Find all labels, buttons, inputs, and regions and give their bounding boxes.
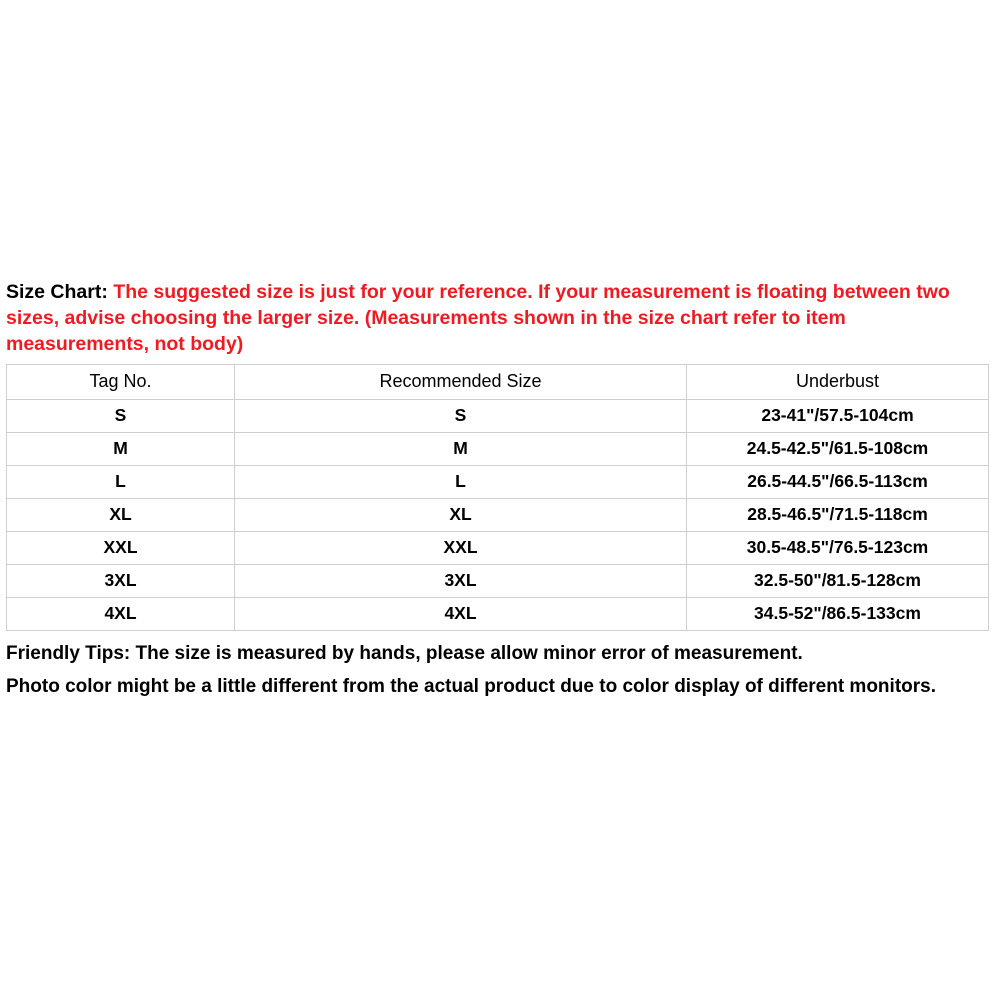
cell-underbust: 34.5-52"/86.5-133cm (687, 597, 989, 630)
cell-recommended-size: 4XL (235, 597, 687, 630)
cell-underbust: 26.5-44.5"/66.5-113cm (687, 465, 989, 498)
intro-paragraph (6, 280, 988, 358)
cell-underbust: 32.5-50"/81.5-128cm (687, 564, 989, 597)
table-row (7, 399, 989, 432)
cell-recommended-size: M (235, 432, 687, 465)
cell-tag-no: S (7, 399, 235, 432)
tips-line-2: Photo color might be a little different from the actual product due to color display of different monitors. (6, 676, 936, 698)
column-header-recommended-size: Recommended Size (235, 364, 687, 399)
cell-underbust: 24.5-42.5"/61.5-108cm (687, 432, 989, 465)
cell-underbust: 30.5-48.5"/76.5-123cm (687, 531, 989, 564)
table-row (7, 465, 989, 498)
size-chart-warning: The suggested size is just for your reference. If your measurement is floating between two sizes, advise choosing the larger size. (Measurements shown in the size chart refer to item measurements, not body) (6, 281, 950, 355)
tips-line-1: Friendly Tips: The size is measured by hands, please allow minor error of measurement. (6, 642, 803, 664)
cell-tag-no: L (7, 465, 235, 498)
cell-tag-no: M (7, 432, 235, 465)
cell-recommended-size: XL (235, 498, 687, 531)
cell-tag-no: 4XL (7, 597, 235, 630)
cell-recommended-size: L (235, 465, 687, 498)
friendly-tips (6, 641, 988, 700)
cell-recommended-size: S (235, 399, 687, 432)
cell-recommended-size: 3XL (235, 564, 687, 597)
size-chart-table (6, 364, 989, 631)
table-row (7, 498, 989, 531)
table-header-row (7, 364, 989, 399)
cell-recommended-size: XXL (235, 531, 687, 564)
table-row (7, 597, 989, 630)
cell-underbust: 23-41"/57.5-104cm (687, 399, 989, 432)
column-header-underbust: Underbust (687, 364, 989, 399)
table-row (7, 564, 989, 597)
table-row (7, 432, 989, 465)
cell-tag-no: XL (7, 498, 235, 531)
size-chart-label: Size Chart: (6, 281, 108, 303)
cell-tag-no: 3XL (7, 564, 235, 597)
table-row (7, 531, 989, 564)
size-chart-content (6, 280, 988, 707)
cell-underbust: 28.5-46.5"/71.5-118cm (687, 498, 989, 531)
column-header-tag-no: Tag No. (7, 364, 235, 399)
cell-tag-no: XXL (7, 531, 235, 564)
